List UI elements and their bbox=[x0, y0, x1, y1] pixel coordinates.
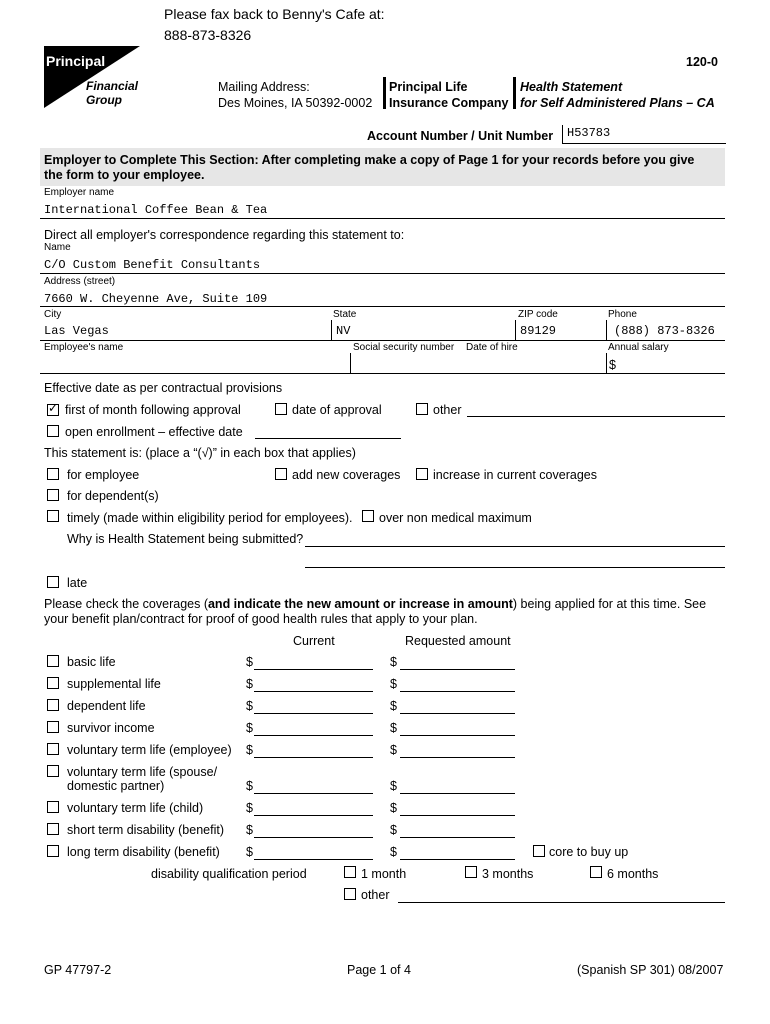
section-header bbox=[40, 148, 725, 186]
coverage-checkbox[interactable] bbox=[47, 845, 59, 857]
state-label: State bbox=[333, 309, 357, 320]
three-months-label: 3 months bbox=[482, 867, 534, 881]
requested-currency: $ bbox=[390, 743, 397, 757]
current-currency: $ bbox=[246, 677, 253, 691]
coverage-checkbox[interactable] bbox=[47, 655, 59, 667]
coverage-label: basic life bbox=[67, 655, 116, 669]
for-employee-label: for employee bbox=[67, 468, 140, 482]
address-label: Address (street) bbox=[44, 276, 116, 287]
hire-date-label: Date of hire bbox=[466, 342, 518, 353]
why-label: Why is Health Statement being submitted? bbox=[67, 532, 304, 546]
current-amount-field[interactable] bbox=[254, 691, 373, 692]
requested-header: Requested amount bbox=[405, 634, 511, 648]
six-months-checkbox[interactable] bbox=[590, 866, 602, 878]
requested-currency: $ bbox=[390, 655, 397, 669]
name-value[interactable]: C/O Custom Benefit Consultants bbox=[44, 258, 261, 272]
city-value[interactable]: Las Vegas bbox=[44, 324, 109, 338]
intro-post: ) being applied for at this time. See bbox=[512, 597, 707, 611]
coverage-label: voluntary term life (employee) bbox=[67, 743, 232, 757]
requested-currency: $ bbox=[390, 699, 397, 713]
effective-heading: Effective date as per contractual provisions bbox=[44, 381, 283, 395]
footer-page: Page 1 of 4 bbox=[347, 963, 411, 977]
requested-amount-field[interactable] bbox=[400, 757, 515, 758]
requested-currency: $ bbox=[390, 721, 397, 735]
name-label: Name bbox=[44, 242, 71, 253]
city-label: City bbox=[44, 309, 62, 320]
form-code: 120-0 bbox=[686, 55, 718, 69]
form-title-line2: for Self Administered Plans – CA bbox=[520, 96, 715, 110]
coverage-label: voluntary term life (spouse/ bbox=[67, 765, 218, 779]
current-amount-field[interactable] bbox=[254, 735, 373, 736]
coverage-checkbox[interactable] bbox=[47, 801, 59, 813]
current-header: Current bbox=[293, 634, 335, 648]
employer-value[interactable]: International Coffee Bean & Tea bbox=[44, 203, 268, 217]
requested-amount-field[interactable] bbox=[400, 713, 515, 714]
requested-amount-field[interactable] bbox=[400, 691, 515, 692]
section-header-line1: Employer to Complete This Section: After completing make a copy of Page 1 for your records before you give bbox=[44, 153, 695, 167]
for-dependents-checkbox[interactable] bbox=[47, 489, 59, 501]
checkmark-icon: ✓ bbox=[48, 401, 59, 415]
requested-currency: $ bbox=[390, 845, 397, 859]
over-non-medical-label: over non medical maximum bbox=[379, 511, 532, 525]
salary-currency: $ bbox=[609, 358, 616, 372]
ssn-label: Social security number bbox=[353, 342, 455, 353]
correspondence-label: Direct all employer's correspondence regarding this statement to: bbox=[44, 228, 405, 242]
coverage-checkbox[interactable] bbox=[47, 765, 59, 777]
fax-number: 888-873-8326 bbox=[164, 27, 252, 43]
employer-label: Employer name bbox=[44, 187, 115, 198]
phone-label: Phone bbox=[608, 309, 637, 320]
increase-coverages-checkbox[interactable] bbox=[416, 468, 428, 480]
logo-line2: Group bbox=[86, 93, 122, 107]
current-amount-field[interactable] bbox=[254, 757, 373, 758]
current-currency: $ bbox=[246, 845, 253, 859]
current-amount-field[interactable] bbox=[254, 669, 373, 670]
coverage-label: dependent life bbox=[67, 699, 146, 713]
current-amount-field[interactable] bbox=[254, 859, 373, 860]
requested-amount-field[interactable] bbox=[400, 859, 515, 860]
intro-pre: Please check the coverages ( bbox=[44, 597, 208, 611]
section-header-line2: the form to your employee. bbox=[44, 168, 205, 182]
current-currency: $ bbox=[246, 655, 253, 669]
mailing-address: Des Moines, IA 50392-0002 bbox=[218, 96, 373, 110]
form-title-line1: Health Statement bbox=[520, 80, 623, 94]
company-line2: Insurance Company bbox=[389, 96, 509, 110]
employee-row-line[interactable] bbox=[40, 373, 725, 374]
coverage-label: voluntary term life (child) bbox=[67, 801, 204, 815]
current-amount-field[interactable] bbox=[254, 793, 373, 794]
logo-brand: Principal bbox=[46, 53, 106, 69]
timely-label: timely (made within eligibility period for employees). bbox=[67, 511, 353, 525]
coverage-label-line2: domestic partner) bbox=[67, 779, 165, 793]
requested-currency: $ bbox=[390, 823, 397, 837]
coverage-label: long term disability (benefit) bbox=[67, 845, 220, 859]
current-amount-field[interactable] bbox=[254, 837, 373, 838]
over-non-medical-checkbox[interactable] bbox=[362, 510, 374, 522]
logo-line1: Financial bbox=[86, 79, 139, 93]
first-of-month-label: first of month following approval bbox=[65, 403, 241, 417]
coverage-checkbox[interactable] bbox=[47, 699, 59, 711]
coverages-intro-line2: your benefit plan/contract for proof of good health rules that apply to your plan. bbox=[44, 612, 478, 626]
coverage-checkbox[interactable] bbox=[47, 743, 59, 755]
open-enrollment-label: open enrollment – effective date bbox=[65, 425, 243, 439]
requested-currency: $ bbox=[390, 779, 397, 793]
period-other-checkbox[interactable] bbox=[344, 888, 356, 900]
principal-logo bbox=[44, 46, 140, 108]
zip-value[interactable]: 89129 bbox=[520, 324, 557, 338]
address-value[interactable]: 7660 W. Cheyenne Ave, Suite 109 bbox=[44, 292, 268, 306]
coverage-checkbox[interactable] bbox=[47, 823, 59, 835]
late-label: late bbox=[67, 576, 88, 590]
employee-name-label: Employee's name bbox=[44, 342, 124, 353]
requested-amount-field[interactable] bbox=[400, 669, 515, 670]
requested-amount-field[interactable] bbox=[400, 735, 515, 736]
open-enrollment-checkbox[interactable] bbox=[47, 425, 59, 437]
coverages-intro bbox=[44, 597, 706, 611]
current-currency: $ bbox=[246, 779, 253, 793]
requested-currency: $ bbox=[390, 677, 397, 691]
divider bbox=[383, 77, 386, 109]
period-other-label: other bbox=[361, 888, 390, 902]
current-amount-field[interactable] bbox=[254, 713, 373, 714]
current-currency: $ bbox=[246, 721, 253, 735]
statement-heading: This statement is: (place a “(√)” in each box that applies) bbox=[44, 446, 356, 460]
footer-spanish: (Spanish SP 301) 08/2007 bbox=[577, 963, 724, 977]
one-month-checkbox[interactable] bbox=[344, 866, 356, 878]
current-amount-field[interactable] bbox=[254, 815, 373, 816]
account-label: Account Number / Unit Number bbox=[367, 129, 554, 143]
phone-value[interactable]: (888) 873-8326 bbox=[614, 324, 715, 338]
first-of-month-checkbox[interactable] bbox=[47, 401, 59, 416]
current-currency: $ bbox=[246, 699, 253, 713]
mailing-label: Mailing Address: bbox=[218, 80, 310, 94]
add-new-coverages-label: add new coverages bbox=[292, 468, 401, 482]
six-months-label: 6 months bbox=[607, 867, 659, 881]
footer-form-number: GP 47797-2 bbox=[44, 963, 112, 977]
requested-amount-field[interactable] bbox=[400, 837, 515, 838]
date-of-approval-checkbox[interactable] bbox=[275, 403, 287, 415]
one-month-label: 1 month bbox=[361, 867, 407, 881]
fax-instruction: Please fax back to Benny's Cafe at: bbox=[164, 6, 385, 22]
zip-label: ZIP code bbox=[518, 309, 558, 320]
period-other-field[interactable] bbox=[398, 902, 725, 903]
current-currency: $ bbox=[246, 801, 253, 815]
why-field-line2[interactable] bbox=[305, 567, 725, 568]
coverage-label: short term disability (benefit) bbox=[67, 823, 225, 837]
core-to-buy-up-checkbox[interactable] bbox=[533, 845, 545, 857]
open-enrollment-date-field[interactable] bbox=[255, 438, 401, 439]
state-value[interactable]: NV bbox=[336, 324, 351, 338]
disability-period-label: disability qualification period bbox=[151, 867, 307, 881]
effective-other-field[interactable] bbox=[467, 416, 725, 417]
current-currency: $ bbox=[246, 823, 253, 837]
for-employee-checkbox[interactable] bbox=[47, 468, 59, 480]
requested-amount-field[interactable] bbox=[400, 793, 515, 794]
salary-label: Annual salary bbox=[608, 342, 669, 353]
core-to-buy-up-label: core to buy up bbox=[549, 845, 629, 859]
divider bbox=[513, 77, 516, 109]
timely-checkbox[interactable] bbox=[47, 510, 59, 522]
account-value: H53783 bbox=[567, 126, 611, 140]
requested-currency: $ bbox=[390, 801, 397, 815]
company-line1: Principal Life bbox=[389, 80, 468, 94]
requested-amount-field[interactable] bbox=[400, 815, 515, 816]
for-dependents-label: for dependent(s) bbox=[67, 489, 159, 503]
intro-bold: and indicate the new amount or increase in amount bbox=[207, 597, 513, 611]
effective-other-checkbox[interactable] bbox=[416, 403, 428, 415]
why-field[interactable] bbox=[305, 546, 725, 547]
coverage-label: survivor income bbox=[67, 721, 155, 735]
increase-coverages-label: increase in current coverages bbox=[433, 468, 597, 482]
coverage-checkbox[interactable] bbox=[47, 721, 59, 733]
coverage-label: supplemental life bbox=[67, 677, 161, 691]
effective-other-label: other bbox=[433, 403, 462, 417]
current-currency: $ bbox=[246, 743, 253, 757]
three-months-checkbox[interactable] bbox=[465, 866, 477, 878]
add-new-coverages-checkbox[interactable] bbox=[275, 468, 287, 480]
late-checkbox[interactable] bbox=[47, 576, 59, 588]
account-field[interactable] bbox=[562, 125, 726, 144]
coverage-checkbox[interactable] bbox=[47, 677, 59, 689]
date-of-approval-label: date of approval bbox=[292, 403, 382, 417]
